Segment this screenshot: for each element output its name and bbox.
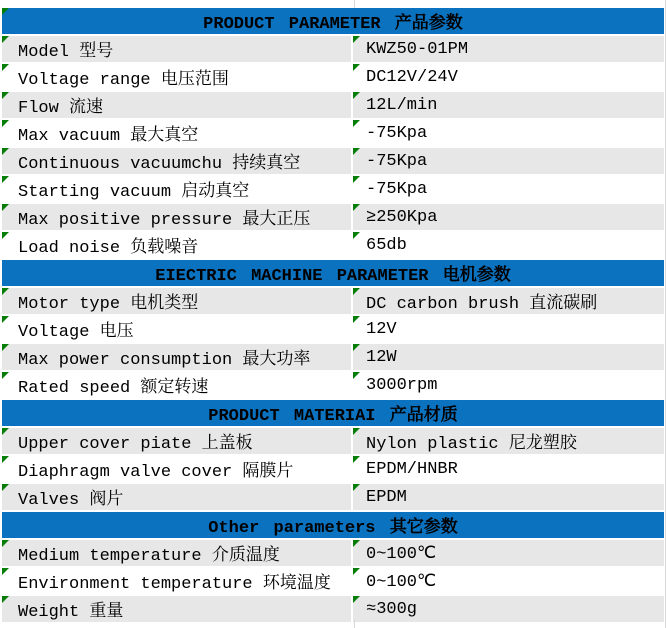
cell-error-flag-icon: [2, 372, 9, 379]
param-label: Upper cover piate 上盖板: [18, 435, 253, 454]
section-header: [2, 260, 664, 288]
param-label-cell: [2, 36, 353, 64]
cell-error-flag-icon: [353, 596, 360, 603]
table-row: [2, 540, 664, 568]
param-value-cell: [353, 36, 664, 64]
param-value-cell: [353, 176, 664, 204]
param-value: 65db: [366, 235, 407, 255]
section-header: [2, 8, 664, 36]
param-value-cell: [353, 316, 664, 344]
table-row: [2, 456, 664, 484]
table-row: [2, 596, 664, 624]
cell-error-flag-icon: [353, 204, 360, 211]
param-label: Max vacuum 最大真空: [18, 127, 199, 146]
cell-error-flag-icon: [353, 484, 360, 491]
param-label: Starting vacuum 启动真空: [18, 183, 250, 202]
cell-error-flag-icon: [353, 456, 360, 463]
table-row: [2, 120, 664, 148]
section-title: PRODUCT MATERIAI 产品材质: [208, 407, 458, 426]
param-value-cell: [353, 120, 664, 148]
param-value: ≥250Kpa: [366, 207, 438, 227]
param-value-cell: [353, 568, 664, 596]
cell-error-flag-icon: [2, 316, 9, 323]
table-row: [2, 36, 664, 64]
table-row: [2, 344, 664, 372]
cell-error-flag-icon: [353, 36, 360, 43]
table-row: [2, 176, 664, 204]
cell-error-flag-icon: [353, 316, 360, 323]
cell-error-flag-icon: [2, 288, 9, 295]
param-value-cell: [353, 456, 664, 484]
cell-error-flag-icon: [2, 428, 9, 435]
param-label-cell: [2, 372, 353, 400]
param-value-cell: [353, 232, 664, 260]
cell-error-flag-icon: [2, 36, 9, 43]
cell-error-flag-icon: [353, 428, 360, 435]
cell-error-flag-icon: [353, 148, 360, 155]
gridline: [665, 0, 666, 628]
param-value: EPDM: [366, 487, 407, 507]
param-label-cell: [2, 568, 353, 596]
param-label: Diaphragm valve cover 隔膜片: [18, 463, 294, 482]
gridline: [354, 620, 355, 628]
cell-error-flag-icon: [2, 540, 9, 547]
param-value: KWZ50-01PM: [366, 39, 469, 59]
cell-error-flag-icon: [353, 288, 360, 295]
cell-error-flag-icon: [2, 456, 9, 463]
param-value: -75Kpa: [366, 151, 428, 171]
table-row: [2, 316, 664, 344]
param-label-cell: [2, 428, 353, 456]
param-value: Nylon plastic 尼龙塑胶: [366, 435, 577, 454]
param-label: Valves 阀片: [18, 491, 124, 510]
param-value: DC carbon brush 直流碳刷: [366, 295, 598, 314]
section-title: EIECTRIC MACHINE PARAMETER 电机参数: [155, 267, 511, 286]
table-row: [2, 484, 664, 512]
cell-error-flag-icon: [2, 204, 9, 211]
param-label: Voltage range 电压范围: [18, 71, 229, 90]
param-label: Max power consumption 最大功率: [18, 351, 311, 370]
cell-error-flag-icon: [353, 64, 360, 71]
param-label-cell: [2, 204, 353, 232]
cell-error-flag-icon: [2, 484, 9, 491]
cell-error-flag-icon: [2, 344, 9, 351]
spec-table: [2, 8, 664, 620]
param-label: Environment temperature 环境温度: [18, 575, 331, 594]
param-label: Rated speed 额定转速: [18, 379, 209, 398]
cell-error-flag-icon: [353, 120, 360, 127]
table-row: [2, 288, 664, 316]
section-title: PRODUCT PARAMETER 产品参数: [203, 15, 463, 34]
param-value: 0~100℃: [366, 544, 437, 564]
param-label-cell: [2, 232, 353, 260]
table-row: [2, 428, 664, 456]
cell-error-flag-icon: [2, 92, 9, 99]
param-label: Continuous vacuumchu 持续真空: [18, 155, 301, 174]
cell-error-flag-icon: [2, 596, 9, 603]
param-value: 0~100℃: [366, 572, 437, 592]
param-label-cell: [2, 92, 353, 120]
param-value-cell: [353, 540, 664, 568]
param-value-cell: [353, 288, 664, 316]
param-label-cell: [2, 484, 353, 512]
section-title: Other parameters 其它参数: [208, 519, 458, 538]
cell-error-flag-icon: [2, 148, 9, 155]
param-label-cell: [2, 596, 353, 624]
param-value: -75Kpa: [366, 179, 428, 199]
param-value: ≈300g: [366, 599, 418, 619]
param-label: Max positive pressure 最大正压: [18, 211, 311, 230]
table-row: [2, 64, 664, 92]
cell-error-flag-icon: [2, 568, 9, 575]
gridline: [354, 0, 355, 8]
table-row: [2, 568, 664, 596]
param-value: 12V: [366, 319, 397, 339]
param-value: 12W: [366, 347, 397, 367]
param-label-cell: [2, 316, 353, 344]
cell-error-flag-icon: [353, 344, 360, 351]
cell-error-flag-icon: [353, 372, 360, 379]
param-value: EPDM/HNBR: [366, 459, 458, 479]
param-label-cell: [2, 176, 353, 204]
param-value-cell: [353, 484, 664, 512]
param-label: Weight 重量: [18, 603, 124, 622]
param-label: Motor type 电机类型: [18, 295, 199, 314]
param-value: DC12V/24V: [366, 67, 458, 87]
param-label: Voltage 电压: [18, 323, 134, 342]
param-value-cell: [353, 372, 664, 400]
param-value-cell: [353, 148, 664, 176]
param-label-cell: [2, 148, 353, 176]
param-label-cell: [2, 456, 353, 484]
param-value-cell: [353, 428, 664, 456]
param-label: Flow 流速: [18, 99, 104, 118]
param-value-cell: [353, 204, 664, 232]
param-label-cell: [2, 64, 353, 92]
table-row: [2, 204, 664, 232]
section-header: [2, 512, 664, 540]
param-value: -75Kpa: [366, 123, 428, 143]
param-label-cell: [2, 344, 353, 372]
param-value: 3000rpm: [366, 375, 438, 395]
cell-error-flag-icon: [2, 8, 9, 15]
table-row: [2, 372, 664, 400]
param-value-cell: [353, 596, 664, 624]
param-value-cell: [353, 344, 664, 372]
table-row: [2, 92, 664, 120]
table-row: [2, 232, 664, 260]
param-label-cell: [2, 120, 353, 148]
cell-error-flag-icon: [353, 176, 360, 183]
section-header: [2, 400, 664, 428]
table-row: [2, 148, 664, 176]
param-label: Load noise 负载噪音: [18, 239, 199, 258]
param-label-cell: [2, 288, 353, 316]
param-label-cell: [2, 540, 353, 568]
cell-error-flag-icon: [353, 92, 360, 99]
cell-error-flag-icon: [353, 232, 360, 239]
cell-error-flag-icon: [2, 64, 9, 71]
param-label: Model 型号: [18, 43, 114, 62]
cell-error-flag-icon: [2, 120, 9, 127]
cell-error-flag-icon: [353, 540, 360, 547]
param-label: Medium temperature 介质温度: [18, 547, 280, 566]
cell-error-flag-icon: [2, 232, 9, 239]
param-value-cell: [353, 64, 664, 92]
param-value: 12L/min: [366, 95, 438, 115]
cell-error-flag-icon: [353, 568, 360, 575]
param-value-cell: [353, 92, 664, 120]
cell-error-flag-icon: [2, 176, 9, 183]
